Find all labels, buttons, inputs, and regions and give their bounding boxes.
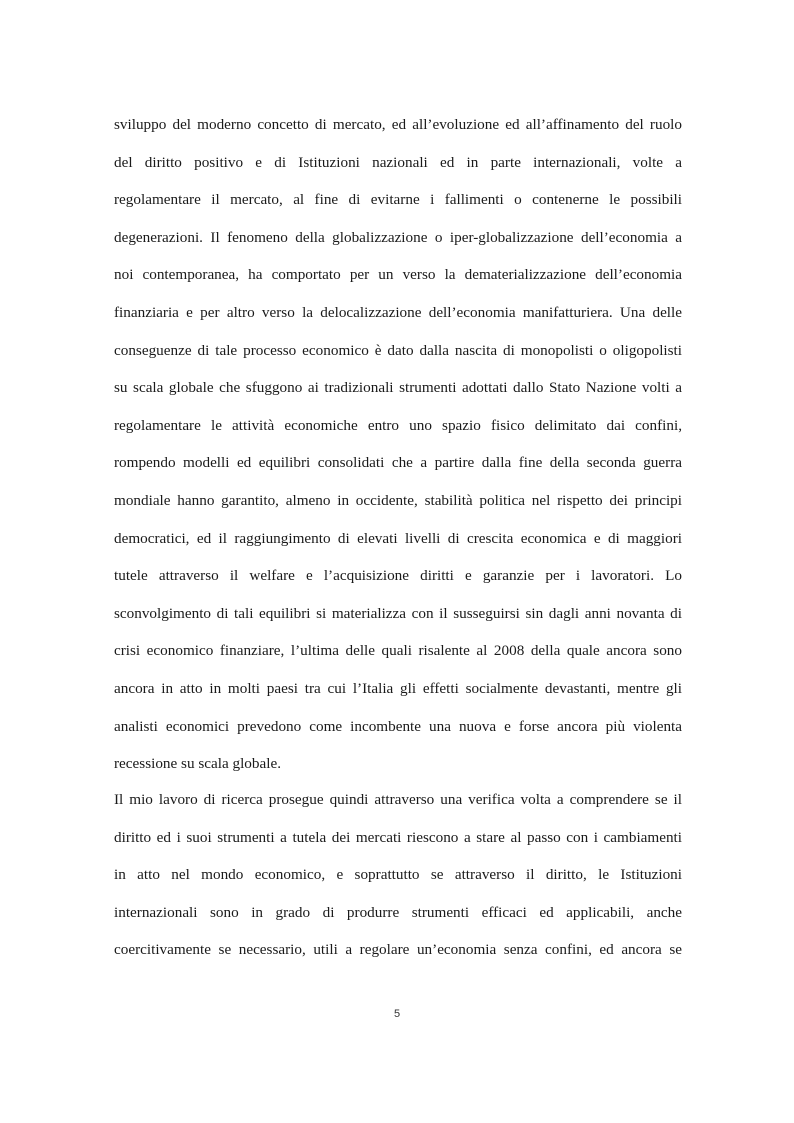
paragraph-line: crisi economico finanziare, l’ultima delle quali risalente al 2008 della quale ancora sono	[114, 642, 682, 660]
paragraph-line: regolamentare il mercato, al fine di evitarne i fallimenti o contenerne le possibili	[114, 191, 682, 209]
paragraph-line: Il mio lavoro di ricerca prosegue quindi attraverso una verifica volta a comprendere se il	[114, 791, 682, 808]
paragraph-line: internazionali sono in grado di produrre strumenti efficaci ed applicabili, anche	[114, 903, 682, 921]
paragraph-line: sconvolgimento di tali equilibri si materializza con il susseguirsi sin dagli anni novanta di	[114, 604, 682, 622]
paragraph-line: del diritto positivo e di Istituzioni nazionali ed in parte internazionali, volte a	[114, 153, 682, 171]
paragraph-line: regolamentare le attività economiche entro uno spazio fisico delimitato dai confini,	[114, 416, 682, 434]
page-number: 5	[393, 1008, 401, 1020]
paragraph-line: finanziaria e per altro verso la delocalizzazione dell’economia manifatturiera. Una delle	[114, 304, 682, 321]
paragraph-line: sviluppo del moderno concetto di mercato, ed all’evoluzione ed all’affinamento del ruolo	[114, 116, 682, 133]
paragraph-line: conseguenze di tale processo economico è dato dalla nascita di monopolisti o oligopolisti	[114, 341, 682, 359]
paragraph-line: rompendo modelli ed equilibri consolidati che a partire dalla fine della seconda guerra	[114, 454, 682, 472]
paragraph-line: democratici, ed il raggiungimento di elevati livelli di crescita economica e di maggiori	[114, 529, 682, 547]
paragraph-line: noi contemporanea, ha comportato per un verso la dematerializzazione dell’economia	[114, 266, 682, 284]
paragraph-line: su scala globale che sfuggono ai tradizionali strumenti adottati dallo Stato Nazione volti a	[114, 379, 682, 397]
paragraph-line: ancora in atto in molti paesi tra cui l’Italia gli effetti socialmente devastanti, mentre gli	[114, 680, 682, 697]
paragraph-line: analisti economici prevedono come incombente una nuova e forse ancora più violenta	[114, 717, 682, 735]
paragraph-line: degenerazioni. Il fenomeno della globalizzazione o iper-globalizzazione dell’economia a	[114, 228, 682, 246]
paragraph-line: recessione su scala globale.	[114, 755, 281, 773]
paragraph-line: tutele attraverso il welfare e l’acquisizione diritti e garanzie per i lavoratori. Lo	[114, 567, 682, 585]
paragraph-line: mondiale hanno garantito, almeno in occidente, stabilità politica nel rispetto dei principi	[114, 492, 682, 509]
paragraph-line: in atto nel mondo economico, e soprattutto se attraverso il diritto, le Istituzioni	[114, 866, 682, 884]
paragraph-line: diritto ed i suoi strumenti a tutela dei mercati riescono a stare al passo con i cambiamenti	[114, 828, 682, 846]
paragraph-line: coercitivamente se necessario, utili a regolare un’economia senza confini, ed ancora se	[114, 941, 682, 959]
